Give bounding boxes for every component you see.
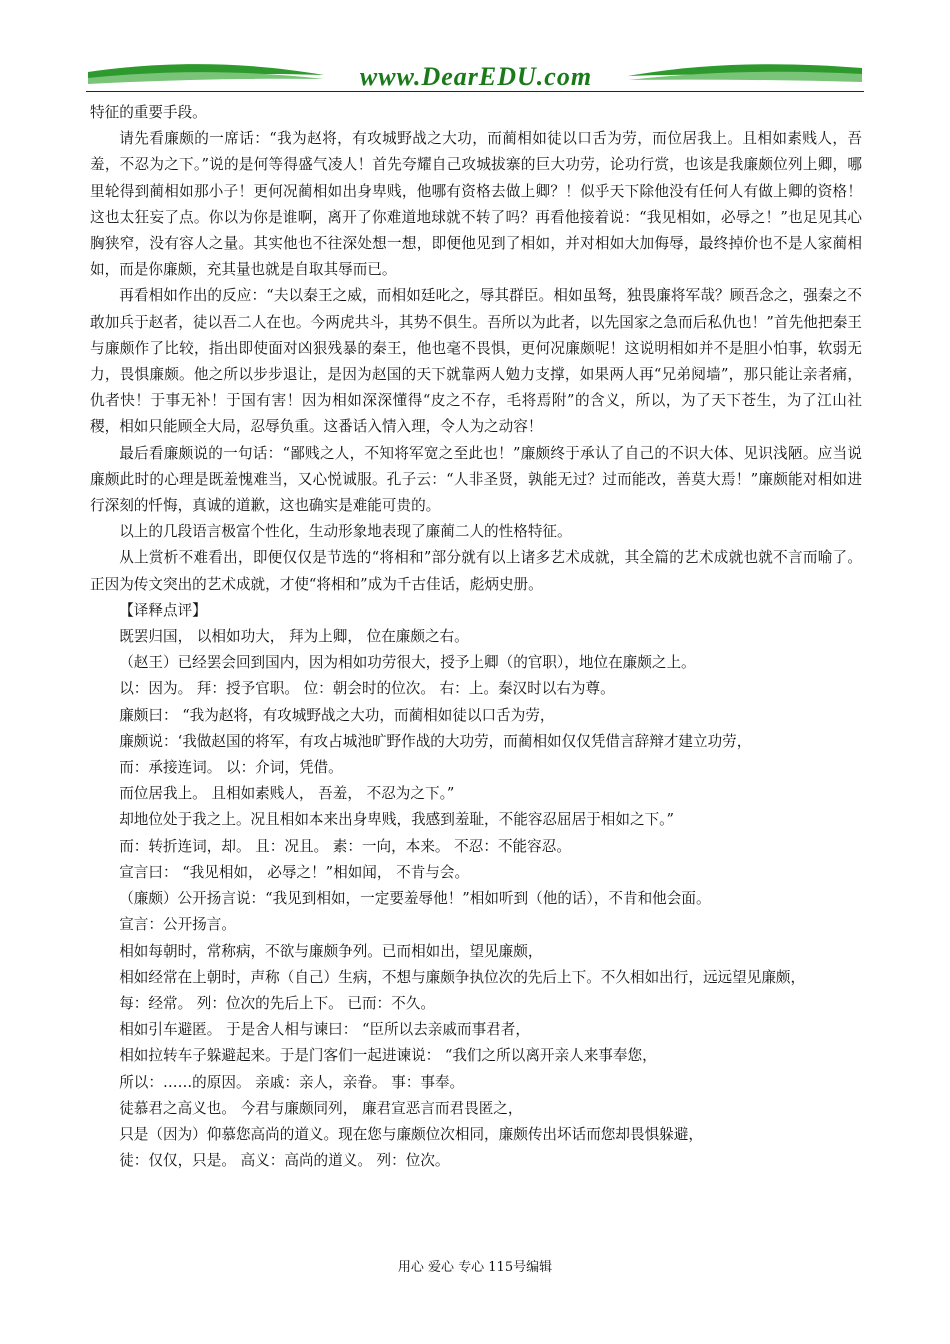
paragraph: 请先看廉颇的一席话：“我为赵将，有攻城野战之大功，而蔺相如徒以口舌为劳，而位居我上。且相如素贱人，吾羞，不忍为之下。”说的是何等得盛气凌人！首先夸耀自己攻城拔寨的巨大功劳，论功行赏，也该是我廉颇位列上卿，哪里轮得到蔺相如那小子！更何况蔺相如出身卑贱，他哪有资格去做上卿？！似乎天下除他没有任何人有做上卿的资格！这也太狂妄了点。你以为你是谁啊，离开了你难道地球就不转了吗？再看他接着说：“我见相如，必辱之！”也足见其心胸狭窄，没有容人之量。其实他也不往深处想一想，即便他见到了相如，并对相如大加侮辱，最终掉价也不是人家蔺相如，而是你廉颇，充其量也就是自取其辱而已。	[90, 130, 862, 279]
translation-line: （赵王）已经罢会回到国内，因为相如功劳很大，授予上卿（的官职），地位在廉颇之上。	[119, 654, 696, 672]
original-text-line: 而位居我上。 且相如素贱人， 吾羞， 不忍为之下。”	[119, 785, 455, 803]
page-header	[86, 56, 864, 96]
paragraph: 以上的几段语言极富个性化，生动形象地表现了廉蔺二人的性格特征。	[119, 523, 572, 541]
paragraph: 从上赏析不难看出，即便仅仅是节选的“将相和”部分就有以上诸多艺术成就，其全篇的艺术成就也就不言而喻了。正因为传文突出的艺术成就，才使“将相和”成为千古佳话，彪炳史册。	[90, 549, 862, 593]
original-text-line: 廉颇曰： “我为赵将，有攻城野战之大功，而蔺相如徒以口舌为劳，	[119, 706, 555, 724]
annotation-line: 而：转折连词，却。 且：况且。 素：一向，本来。 不忍：不能容忍。	[119, 837, 571, 855]
annotation-line: 所以：……的原因。 亲戚：亲人，亲眷。 事：事奉。	[119, 1073, 465, 1091]
original-text-line: 相如每朝时，常称病，不欲与廉颇争列。已而相如出，望见廉颇，	[119, 942, 543, 960]
annotation-line: 每：经常。 列：位次的先后上下。 已而：不久。	[119, 994, 435, 1012]
translation-line: 却地位处于我之上。况且相如本来出身卑贱，我感到羞耻，不能容忍屈居于相如之下。”	[119, 811, 674, 829]
original-text-line: 相如引车避匿。 于是舍人相与谏曰： “臣所以去亲戚而事君者，	[119, 1021, 530, 1039]
annotation-line: 宣言：公开扬言。	[119, 916, 236, 934]
annotation-line: 而：承接连词。 以：介词，凭借。	[119, 759, 343, 777]
translation-line: （廉颇）公开扬言说：“我见到相如，一定要羞辱他！”相如听到（他的话），不肯和他会面。	[119, 890, 711, 908]
document-body	[90, 100, 862, 1174]
section-heading: 【译释点评】	[119, 601, 207, 619]
paragraph-continuation: 特征的重要手段。	[90, 104, 207, 121]
original-text-line: 既罢归国， 以相如功大， 拜为上卿， 位在廉颇之右。	[119, 628, 469, 646]
paragraph: 再看相如作出的反应：“夫以秦王之威，而相如廷叱之，辱其群臣。相如虽驽，独畏廉将军哉？顾吾念之，强秦之不敢加兵于赵者，徒以吾二人在也。今两虎共斗，其势不俱生。吾所以为此者，以先国家之急而后私仇也！”首先他把秦王与廉颇作了比较，指出即使面对凶狠残暴的秦王，他也毫不畏惧，更何况廉颇呢！这说明相如并不是胆小怕事，软弱无力，畏惧廉颇。他之所以步步退让，是因为赵国的天下就靠两人勉力支撑，如果两人再“兄弟阋墙”，那只能让亲者痛，仇者快！于事无补！于国有害！因为相如深深懂得“皮之不存，毛将焉附”的含义，所以，为了天下苍生，为了江山社稷，相如只能顾全大局，忍辱负重。这番话入情入理，令人为之动容！	[90, 287, 862, 436]
original-text-line: 徒慕君之高义也。 今君与廉颇同列， 廉君宣恶言而君畏匿之，	[119, 1099, 523, 1117]
annotation-line: 徒：仅仅，只是。 高义：高尚的道义。 列：位次。	[119, 1152, 450, 1170]
header-divider	[86, 91, 864, 92]
translation-line: 相如拉转车子躲避起来。于是门客们一起进谏说： “我们之所以离开亲人来事奉您，	[119, 1047, 657, 1065]
annotation-line: 以：因为。 拜：授予官职。 位：朝会时的位次。 右：上。秦汉时以右为尊。	[119, 680, 615, 698]
page-footer: 用心 爱心 专心 115号编辑	[397, 1260, 553, 1275]
original-text-line: 宣言曰： “我见相如， 必辱之！”相如闻， 不肯与会。	[119, 863, 470, 881]
translation-line: 只是（因为）仰慕您高尚的道义。现在您与廉颇位次相同，廉颇传出坏话而您却畏惧躲避，	[119, 1125, 703, 1143]
paragraph: 最后看廉颇说的一句话：“鄙贱之人，不知将军宽之至此也！”廉颇终于承认了自己的不识大体、见识浅陋。应当说廉颇此时的心理是既羞愧难当，又心悦诚服。孔子云：“人非圣贤，孰能无过？过而能改，善莫大焉！”廉颇能对相如进行深刻的忏悔，真诚的道歉，这也确实是难能可贵的。	[90, 444, 862, 515]
translation-line: 廉颇说：‘我做赵国的将军，有攻占城池旷野作战的大功劳，而蔺相如仅仅凭借言辞辩才建立功劳，	[119, 732, 752, 750]
site-logo: www.DearEDU.com	[359, 62, 593, 91]
translation-line: 相如经常在上朝时，声称（自己）生病，不想与廉颇争执位次的先后上下。不久相如出行，远远望见廉颇，	[119, 968, 806, 986]
